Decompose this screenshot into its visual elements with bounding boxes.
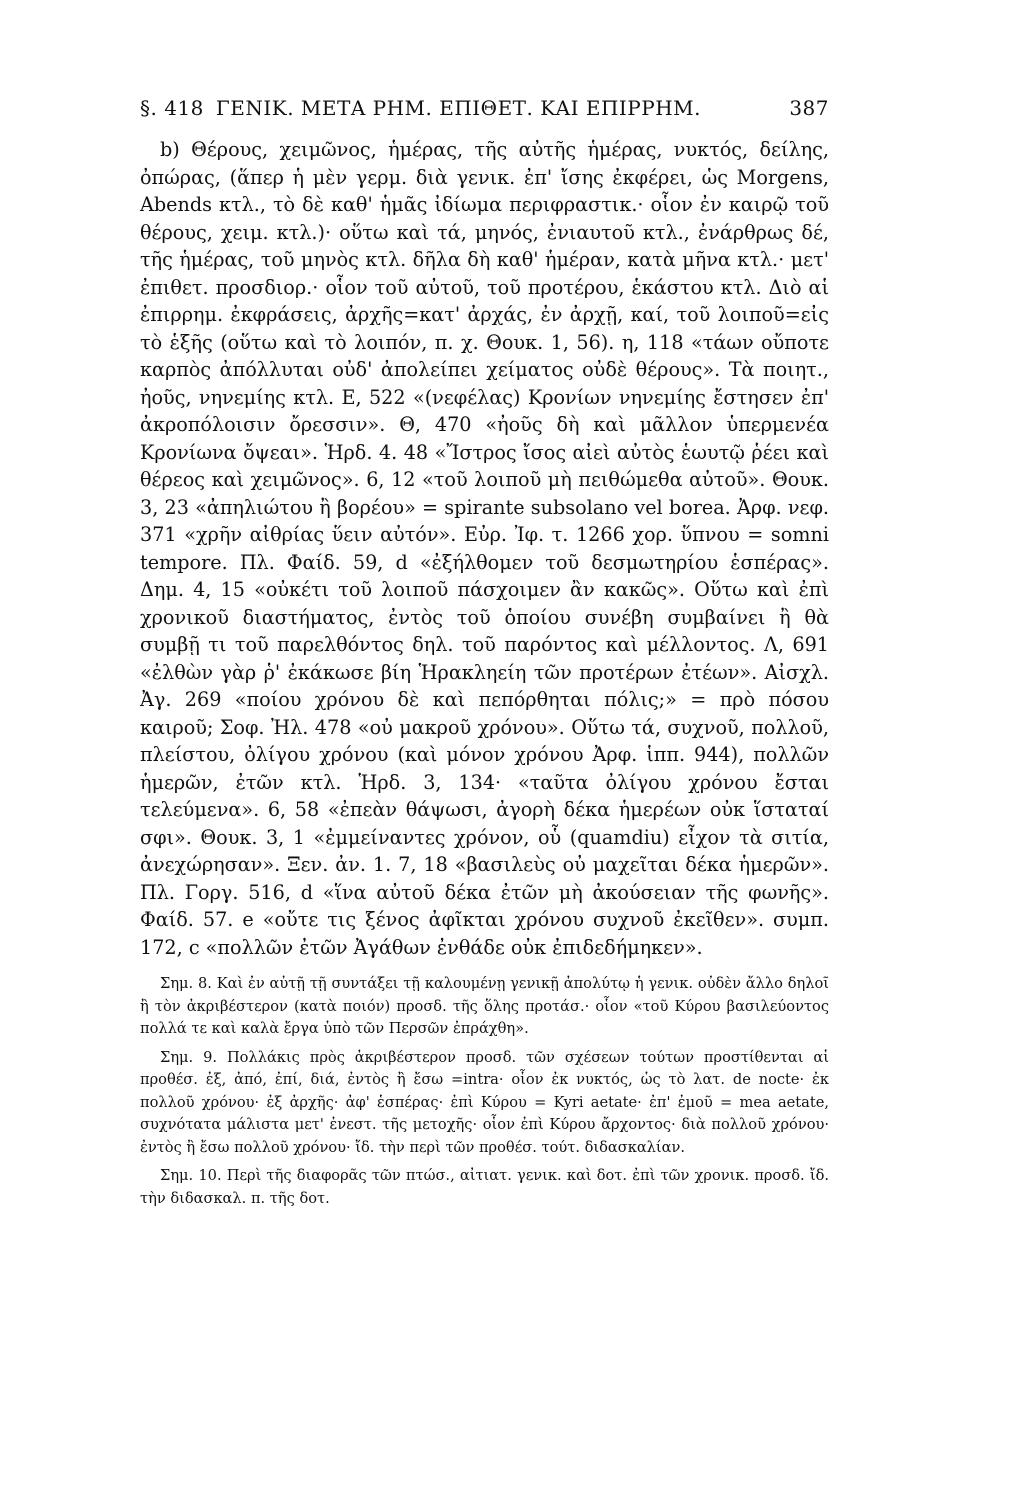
header-left (140, 96, 701, 120)
main-paragraph: b) Θέρους, χειμῶνος, ἡμέρας, τῆς αὐτῆς ἡμέρας, νυκτός, δείλης, ὀπώρας, (ἅπερ ἡ μὲν γερμ. διὰ γενικ. ἐπ' ἴσης ἐκφέρει, ὡς Morgens, Abends κτλ., τὸ δὲ καθ' ἡμᾶς ἰδίωμα περιφραστικ.· οἷον ἐν καιρῷ τοῦ θέρους, χειμ. κτλ.)· οὕτω καὶ τά, μηνός, ἐνιαυτοῦ κτλ., ἐνάρθρως δέ, τῆς ἡμέρας, τοῦ μηνὸς κτλ. δῆλα δὴ καθ' ἡμέραν, κατὰ μῆνα κτλ.· μετ' ἐπιθετ. προσδιορ.· οἷον τοῦ αὐτοῦ, τοῦ προτέρου, ἑκάστου κτλ. Διὸ αἱ ἐπιρρημ. ἐκφράσεις, ἀρχῆς=κατ' ἀρχάς, ἐν ἀρχῇ, καί, τοῦ λοιποῦ=εἰς τὸ ἑξῆς (οὕτω καὶ τὸ λοιπόν, π. χ. Θουκ. 1, 56). η, 118 «τάων οὔποτε καρπὸς ἀπόλλυται οὐδ' ἀπολείπει χείματος οὐδὲ θέρους». Τὰ ποιητ., ἠοῦς, νηνεμίης κτλ. Ε, 522 «(νεφέλας) Κρονίων νηνεμίης ἔστησεν ἐπ' ἀκροπόλοισιν ὄρεσσιν». Θ, 470 «ἠοῦς δὴ καὶ μᾶλλον ὑπερμενέα Κρονίωνα ὄψεαι». Ἡρδ. 4. 48 «Ἴστρος ἴσος αἰεὶ αὐτὸς ἑωυτῷ ῥέει καὶ θέρεος καὶ χειμῶνος». 6, 12 «τοῦ λοιποῦ μὴ πειθώμεθα αὐτοῦ». Θουκ. 3, 23 «ἀπηλιώτου ἢ βορέου» = spirante subsolano vel borea. Ἀρφ. νεφ. 371 «χρῆν αἰθρίας ὕειν αὐτόν». Εὐρ. Ἰφ. τ. 1266 χορ. ὕπνου = somni tempore. Πλ. Φαίδ. 59, d «ἐξήλθομεν τοῦ δεσμωτηρίου ἑσπέρας». Δημ. 4, 15 «οὐκέτι τοῦ λοιποῦ πάσχοιμεν ἂν κακῶς». Οὕτω καὶ ἐπὶ χρονικοῦ διαστήματος, ἐντὸς τοῦ ὁποίου συνέβη συμβαίνει ἢ θὰ συμβῇ τι τοῦ παρελθόντος δηλ. τοῦ παρόντος καὶ μέλλοντος. Λ, 691 «ἐλθὼν γὰρ ῥ' ἐκάκωσε βίη Ἡρακληείη τῶν προτέρων ἐτέων». Αἰσχλ. Ἀγ. 269 «ποίου χρόνου δὲ καὶ πεπόρθηται πόλις;» = πρὸ πόσου καιροῦ; Σοφ. Ἠλ. 478 «οὐ μακροῦ χρόνου». Οὕτω τά, συχνοῦ, πολλοῦ, πλείστου, ὀλίγου χρόνου (καὶ μόνον χρόνου Ἀρφ. ἱππ. 944), πολλῶν ἡμερῶν, ἐτῶν κτλ. Ἡρδ. 3, 134· «ταῦτα ὀλίγου χρόνου ἔσται τελεύμενα». 6, 58 «ἐπεὰν θάψωσι, ἀγορὴ δέκα ἡμερέων οὐκ ἵσταταί σφι». Θουκ. 3, 1 «ἐμμείναντες χρόνον, οὗ (quamdiu) εἶχον τὰ σιτία, ἀνεχώρησαν». Ξεν. ἀν. 1. 7, 18 «βασιλεὺς οὐ μαχεῖται δέκα ἡμερῶν». Πλ. Γοργ. 516, d «ἵνα αὐτοῦ δέκα ἐτῶν μὴ ἀκούσειαν τῆς φωνῆς». Φαίδ. 57. e «οὔτε τις ξένος ἀφῖκται χρόνου συχνοῦ ἐκεῖθεν». συμπ. 172, c «πολλῶν ἐτῶν Ἀγάθων ἐνθάδε οὐκ ἐπιδεδήμηκεν». (140, 138, 829, 959)
note-9: Σημ. 9. Πολλάκις πρὸς ἀκριβέστερον προσδ. τῶν σχέσεων τούτων προστίθενται αἱ προθέσ. ἐξ, ἀπό, ἐπί, διά, ἐντὸς ἢ ἔσω =intra· οἷον ἐκ νυκτός, ὡς τὸ λατ. de nocte· ἐκ πολλοῦ χρόνου· ἐξ ἀρχῆς· ἀφ' ἑσπέρας· ἐπὶ Κύρου = Kyri aetate· ἐπ' ἐμοῦ = mea aetate, συχνότατα μάλιστα μετ' ἐνεστ. τῆς μετοχῆς· οἷον ἐπὶ Κύρου ἄρχοντος· διὰ πολλοῦ χρόνου· ἐντὸς ἢ ἔσω πολλοῦ χρόνου· ἴδ. τὴν περὶ τῶν προθέσ. τούτ. διδασκαλίαν. (140, 1048, 829, 1156)
header-title: ΓΕΝΙΚ. ΜΕΤΑ ΡΗΜ. ΕΠΙΘΕΤ. ΚΑΙ ΕΠΙΡΡΗΜ. (215, 96, 702, 120)
section-number: §. 418 (140, 96, 204, 120)
page-number: 387 (789, 96, 829, 120)
running-header (140, 96, 829, 120)
note-8: Σημ. 8. Καὶ ἐν αὐτῇ τῇ συντάξει τῇ καλουμένῃ γενικῇ ἀπολύτῳ ἡ γενικ. οὐδὲν ἄλλο δηλοῖ ἢ τὸν ἀκριβέστερον (κατὰ ποιόν) προσδ. τῆς ὅλης προτάσ.· οἷον «τοῦ Κύρου βασιλεύοντος πολλά τε καὶ καλὰ ἔργα ὑπὸ τῶν Περσῶν ἐπράχθη». (140, 975, 829, 1037)
notes-section (140, 973, 829, 1210)
note-10: Σημ. 10. Περὶ τῆς διαφορᾶς τῶν πτώσ., αἰτιατ. γενικ. καὶ δοτ. ἐπὶ τῶν χρονικ. προσδ. ἴδ. τὴν διδασκαλ. π. τῆς δοτ. (140, 1167, 829, 1207)
